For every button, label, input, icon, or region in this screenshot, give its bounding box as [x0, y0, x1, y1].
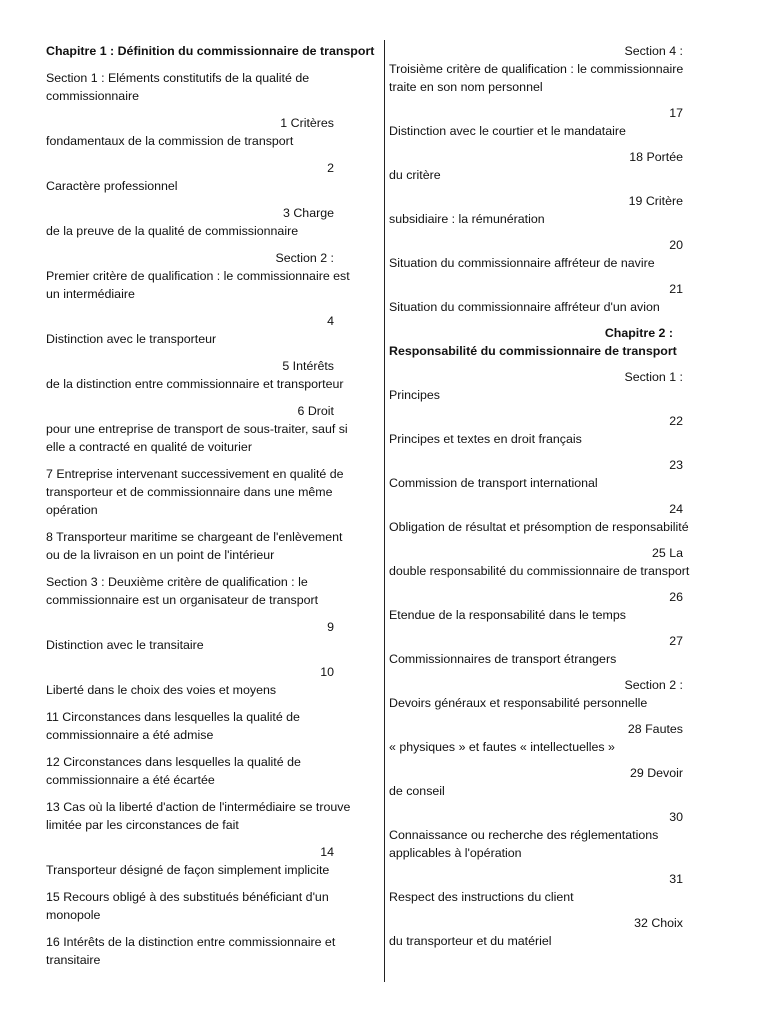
toc-entry-5: 5 Intérêts de la distinction entre commissionnaire et transporteur: [46, 359, 344, 391]
toc-entry-section-1: Section 1 : Eléments constitutifs de la qualité de commissionnaire: [46, 71, 310, 103]
toc-entry-19: 19 Critère subsidiaire : la rémunération: [389, 194, 683, 226]
toc-entry-18: 18 Portée du critère: [389, 150, 683, 182]
toc-entry-25: 25 La double responsabilité du commissionnaire de transport: [389, 546, 690, 578]
toc-entry-16: 16 Intérêts de la distinction entre commissionnaire et transitaire: [46, 935, 336, 967]
toc-entry-28: 28 Fautes « physiques » et fautes « intellectuelles »: [389, 722, 683, 754]
toc-entry-10: 10 Liberté dans le choix des voies et moyens: [46, 665, 334, 697]
toc-entry-2: 2 Caractère professionnel: [46, 161, 334, 193]
chapter-2-heading: Chapitre 2 : Responsabilité du commissionnaire de transport: [389, 326, 677, 358]
toc-entry-32: 32 Choix du transporteur et du matériel: [389, 916, 683, 948]
toc-entry-27: 27 Commissionnaires de transport étrangers: [389, 634, 683, 666]
toc-entry-23: 23 Commission de transport international: [389, 458, 683, 490]
toc-entry-1: 1 Critères fondamentaux de la commission de transport: [46, 116, 334, 148]
toc-entry-31: 31 Respect des instructions du client: [389, 872, 683, 904]
toc-entry-section-4: Section 4 : Troisième critère de qualification : le commissionnaire traite en son nom personnel: [389, 44, 684, 94]
left-column: [46, 42, 376, 969]
toc-entry-section-2: Section 2 : Premier critère de qualification : le commissionnaire est un intermédiaire: [46, 251, 350, 301]
toc-entry-14: 14 Transporteur désigné de façon simplement implicite: [46, 845, 334, 877]
toc-entry-11: 11 Circonstances dans lesquelles la qualité de commissionnaire a été admise: [46, 710, 300, 742]
toc-entry-21: 21 Situation du commissionnaire affréteur d'un avion: [389, 282, 683, 314]
toc-entry-24: 24 Obligation de résultat et présomption de responsabilité: [389, 502, 689, 534]
toc-entry-4: 4 Distinction avec le transporteur: [46, 314, 334, 346]
toc-entry-3: 3 Charge de la preuve de la qualité de commissionnaire: [46, 206, 334, 238]
toc-entry-section-2-ch2: Section 2 : Devoirs généraux et responsabilité personnelle: [389, 678, 683, 710]
right-column: [389, 42, 725, 950]
toc-entry-7: 7 Entreprise intervenant successivement en qualité de transporteur et de commissionnaire dans une même opération: [46, 467, 344, 517]
toc-entry-12: 12 Circonstances dans lesquelles la qualité de commissionnaire a été écartée: [46, 755, 301, 787]
toc-entry-13: 13 Cas où la liberté d'action de l'intermédiaire se trouve limitée par les circonstances de fait: [46, 800, 351, 832]
toc-entry-26: 26 Etendue de la responsabilité dans le temps: [389, 590, 683, 622]
toc-entry-section-3: Section 3 : Deuxième critère de qualification : le commissionnaire est un organisateur de transport: [46, 575, 319, 607]
toc-entry-section-1-ch2: Section 1 : Principes: [389, 370, 683, 402]
toc-entry-9: 9 Distinction avec le transitaire: [46, 620, 334, 652]
toc-entry-8: 8 Transporteur maritime se chargeant de l'enlèvement ou de la livraison en un point de l'intérieur: [46, 530, 343, 562]
toc-entry-6: 6 Droit pour une entreprise de transport de sous-traiter, sauf si elle a contracté en qualité de voiturier: [46, 404, 348, 454]
chapter-1-heading: Chapitre 1 : Définition du commissionnaire de transport: [46, 44, 375, 58]
toc-entry-17: 17 Distinction avec le courtier et le mandataire: [389, 106, 683, 138]
toc-entry-29: 29 Devoir de conseil: [389, 766, 683, 798]
toc-entry-22: 22 Principes et textes en droit français: [389, 414, 683, 446]
toc-entry-30: 30 Connaissance ou recherche des réglementations applicables à l'opération: [389, 810, 683, 860]
toc-entry-20: 20 Situation du commissionnaire affréteur de navire: [389, 238, 683, 270]
toc-entry-15: 15 Recours obligé à des substitués bénéficiant d'un monopole: [46, 890, 329, 922]
column-divider: [384, 40, 385, 982]
